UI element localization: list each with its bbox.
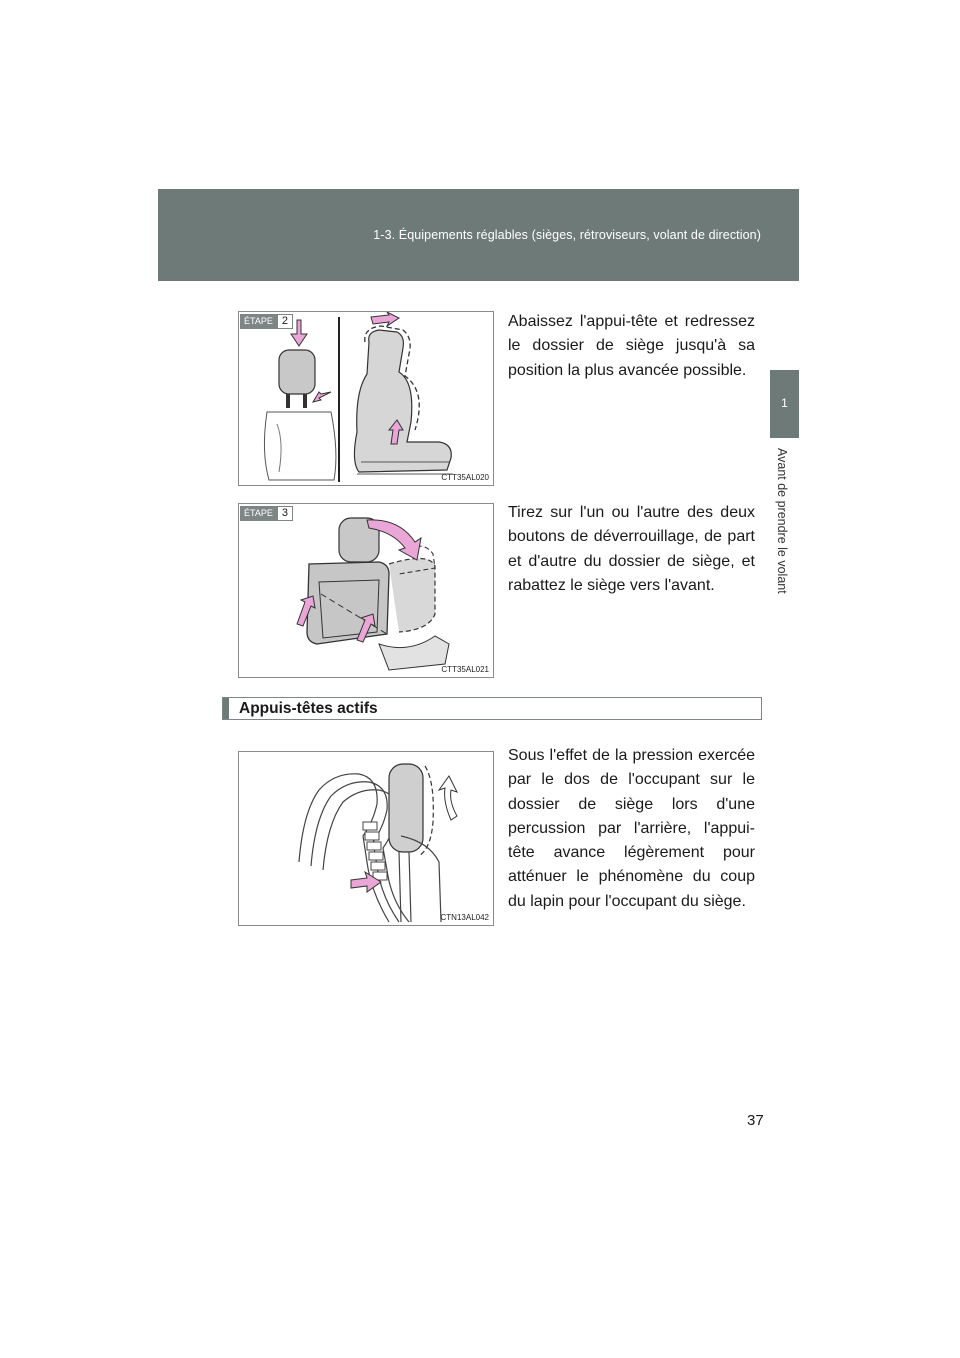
step-3-text: Tirez sur l'un ou l'autre des deux boutons de déverrouillage, de part et d'autre du dossier de siège, et rabattez le siège vers l'avant.: [508, 504, 755, 594]
chapter-title: 1-3. Équipements réglables (sièges, rétroviseurs, volant de direction): [373, 228, 761, 242]
step-2-illustration: [238, 311, 494, 486]
headrest-lowering-drawing: [239, 312, 493, 485]
chapter-label: Avant de prendre le volant: [775, 448, 789, 594]
active-headrest-illustration: [238, 751, 494, 926]
active-headrest-drawing: [239, 752, 493, 925]
section-title: Appuis-têtes actifs: [239, 700, 378, 717]
section-header: [222, 697, 762, 720]
active-headrest-text: Sous l'effet de la pression exercée par le dos de l'occupant sur le dossier de siège lors d'une percussion par l'arrière, l'appui-tête avance légèrement pour atténuer le phénomène du coup du lapin pour l'occupant du siège.: [508, 747, 755, 910]
step-3-illustration: [238, 503, 494, 678]
step-badge: [240, 505, 293, 521]
step-number: 3: [277, 506, 293, 521]
step-tag: ÉTAPE: [240, 506, 277, 521]
step-tag: ÉTAPE: [240, 314, 277, 329]
step-2-text: Abaissez l'appui-tête et redressez le dossier de siège jusqu'à sa position la plus avancée possible.: [508, 313, 755, 379]
page-number: 37: [747, 1112, 764, 1129]
step-number: 2: [277, 314, 293, 329]
section-bar: [223, 698, 229, 719]
figure-code: CTT35AL021: [441, 665, 489, 674]
chapter-number: 1: [781, 396, 788, 410]
seat-folding-drawing: [239, 504, 493, 677]
chapter-header: [158, 189, 799, 281]
figure-code: CTN13AL042: [440, 913, 489, 922]
step-badge: [240, 313, 293, 329]
figure-code: CTT35AL020: [441, 473, 489, 482]
